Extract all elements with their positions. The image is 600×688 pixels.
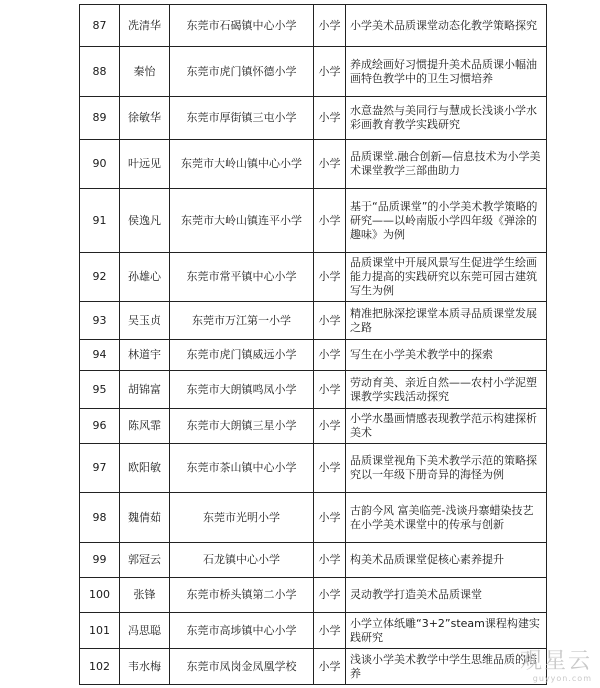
row-number: 97 [80,444,120,493]
author-name: 吴玉贞 [120,302,170,340]
author-name: 徐敏华 [120,97,170,140]
row-number: 93 [80,302,120,340]
table-row [80,444,547,493]
awards-table [79,4,547,685]
school-level: 小学 [314,613,346,649]
author-name: 张锋 [120,578,170,613]
author-name: 欧阳敏 [120,444,170,493]
table-row [80,189,547,253]
author-name: 冼清华 [120,5,170,47]
author-name: 冯思聪 [120,613,170,649]
school-name: 东莞市常平镇中心小学 [170,253,314,302]
school-level: 小学 [314,543,346,578]
table-row [80,613,547,649]
school-name: 东莞市大朗镇鸣凤小学 [170,371,314,409]
school-level: 小学 [314,340,346,371]
row-number: 100 [80,578,120,613]
school-level: 小学 [314,302,346,340]
row-number: 88 [80,47,120,97]
paper-title: 养成绘画好习惯提升美术品质课小幅油画特色教学中的卫生习惯培养 [346,47,547,97]
row-number: 87 [80,5,120,47]
table-row [80,340,547,371]
school-name: 东莞市万江第一小学 [170,302,314,340]
school-level: 小学 [314,493,346,543]
paper-title: 小学立体纸雕“3+2”steam课程构建实践研究 [346,613,547,649]
row-number: 99 [80,543,120,578]
school-level: 小学 [314,140,346,189]
row-number: 94 [80,340,120,371]
paper-title: 基于“品质课堂”的小学美术教学策略的研究——以岭南版小学四年级《弹涂的趣味》为例 [346,189,547,253]
table-row [80,371,547,409]
watermark-text: 观星云 [519,649,592,674]
school-level: 小学 [314,578,346,613]
paper-title: 小学水墨画情感表现教学范示构建探析美术 [346,409,547,444]
watermark [520,650,592,684]
table-row [80,409,547,444]
school-level: 小学 [314,371,346,409]
author-name: 孙雄心 [120,253,170,302]
school-level: 小学 [314,189,346,253]
row-number: 89 [80,97,120,140]
table-row [80,649,547,685]
table-row [80,253,547,302]
table-row [80,47,547,97]
school-level: 小学 [314,409,346,444]
author-name: 郭冠云 [120,543,170,578]
author-name: 侯逸凡 [120,189,170,253]
paper-title: 水意盎然与美同行与慧成长浅谈小学水彩画教育教学实践研究 [346,97,547,140]
school-name: 东莞市茶山镇中心小学 [170,444,314,493]
row-number: 90 [80,140,120,189]
school-name: 东莞市大岭山镇中心小学 [170,140,314,189]
row-number: 101 [80,613,120,649]
school-name: 东莞市虎门镇威远小学 [170,340,314,371]
school-name: 石龙镇中心小学 [170,543,314,578]
paper-title: 小学美术品质课堂动态化教学策略探究 [346,5,547,47]
school-name: 东莞市大朗镇三星小学 [170,409,314,444]
row-number: 92 [80,253,120,302]
row-number: 95 [80,371,120,409]
row-number: 102 [80,649,120,685]
school-name: 东莞市大岭山镇连平小学 [170,189,314,253]
school-name: 东莞市厚街镇三屯小学 [170,97,314,140]
school-name: 东莞市凤岗金凤凰学校 [170,649,314,685]
row-number: 96 [80,409,120,444]
table-row [80,302,547,340]
row-number: 91 [80,189,120,253]
table-row [80,578,547,613]
watermark-url: guyyon.com [532,674,592,683]
school-level: 小学 [314,444,346,493]
school-name: 东莞市虎门镇怀德小学 [170,47,314,97]
paper-title: 精准把脉深挖课堂本质寻品质课堂发展之路 [346,302,547,340]
paper-title: 劳动育美、亲近自然——农村小学泥塑课教学实践活动探究 [346,371,547,409]
paper-title: 灵动教学打造美术品质课堂 [346,578,547,613]
school-name: 东莞市石碣镇中心小学 [170,5,314,47]
school-level: 小学 [314,97,346,140]
school-name: 东莞市桥头镇第二小学 [170,578,314,613]
school-level: 小学 [314,47,346,97]
author-name: 秦怡 [120,47,170,97]
table-row [80,543,547,578]
school-name: 东莞市高埗镇中心小学 [170,613,314,649]
table-row [80,493,547,543]
author-name: 胡锦富 [120,371,170,409]
author-name: 陈风霏 [120,409,170,444]
author-name: 韦水梅 [120,649,170,685]
author-name: 林道宇 [120,340,170,371]
school-level: 小学 [314,5,346,47]
author-name: 叶远见 [120,140,170,189]
table-body [80,5,547,685]
paper-title: 浅谈小学美术教学中学生思维品质的培养 [346,649,547,685]
paper-title: 写生在小学美术教学中的探索 [346,340,547,371]
author-name: 魏倩茹 [120,493,170,543]
paper-title: 品质课堂视角下美术教学示范的策略探究以一年级下册奇异的海怪为例 [346,444,547,493]
paper-title: 品质课堂中开展风景写生促进学生绘画能力提高的实践研究以东莞可园古建筑写生为例 [346,253,547,302]
school-level: 小学 [314,649,346,685]
school-name: 东莞市光明小学 [170,493,314,543]
paper-title: 构美术品质课堂促核心素养提升 [346,543,547,578]
table-row [80,5,547,47]
paper-title: 品质课堂.融合创新—信息技术为小学美术课堂教学三部曲助力 [346,140,547,189]
row-number: 98 [80,493,120,543]
table-row [80,140,547,189]
school-level: 小学 [314,253,346,302]
paper-title: 古韵今风 富美临莞-浅谈丹寨蜡染技艺在小学美术课堂中的传承与创新 [346,493,547,543]
table-row [80,97,547,140]
